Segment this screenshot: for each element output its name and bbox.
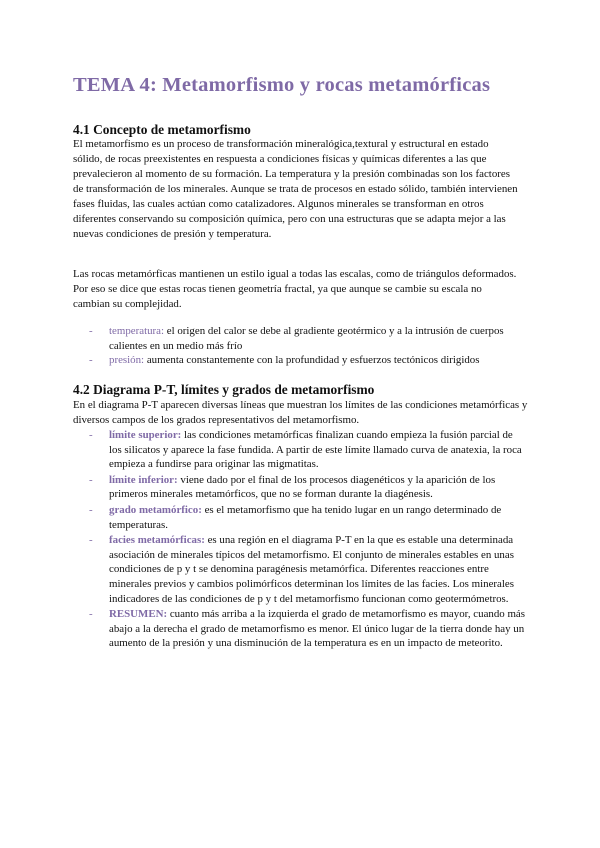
paragraph-geometria-fractal: Las rocas metamórficas mantienen un estilo igual a todas las escalas, como de triángulos deformados. Por eso se dice que estas rocas tienen geometría fractal, ya que aunque se cambie su escala no cambian su complejidad.: [73, 268, 517, 310]
paragraph-metamorfismo-definicion: El metamorfismo es un proceso de transformación mineralógica,textural y estructural en estado sólido, de rocas preexistentes en respuesta a condiciones físicas y químicas diferentes a las que prevalecieron al momento de su formación. La temperatura y la presión combinadas son los factores de transformación de los minerales. Aunque se trata de procesos en estado sólido, también intervienen fases fluidas, las cuales actúan como catalizadores. Algunos minerales se transforman en otros diferentes conservando su composición química, pero con una estructuras que se adapta mejor a las nuevas condiciones de presión y temperatura.: [73, 138, 518, 240]
list-bullet: -: [89, 608, 93, 621]
list-item-limite-superior: [73, 428, 528, 472]
list-bullet: -: [89, 473, 93, 486]
document-title: TEMA 4: Metamorfismo y rocas metamórficas: [73, 74, 491, 96]
list-bullet: -: [89, 429, 93, 441]
definition-facies-metamorficas: es una región en el diagrama P-T en la que es estable una determinada asociación de minerales típicos del metamorfismo. El conjunto de minerales estables en unas condiciones de p y t se denomina paragénesis metamórfica. Diferentes reacciones entre minerales previos y cambios polimórficos determinan los límites de las facies. Los minerales indicadores de las condiciones de p y t del metamorfismo funcionan como geotermómetros.: [109, 534, 514, 605]
term-grado-metamorfico: grado metamórfico:: [109, 503, 202, 516]
definition-limite-superior: las condiciones metamórficas finalizan cuando empieza la fusión parcial de los silicatos y aparece la fase fundida. A partir de este límite llamado curva de anatexia, la roca empieza a fundirse para originar las migmatitas.: [109, 429, 522, 471]
limits-list: [73, 428, 528, 652]
definition-grado-metamorfico: es el metamorfismo que ha tenido lugar en un rango determinado de temperaturas.: [109, 503, 502, 531]
list-item-limite-inferior: [73, 473, 528, 502]
list-item-temperatura: [73, 324, 528, 353]
term-presion: presión:: [109, 354, 145, 367]
term-facies-metamorficas: facies metamórficas:: [109, 534, 205, 547]
section-heading-diagrama-pt: 4.2 Diagrama P-T, límites y grados de metamorfismo: [73, 382, 375, 397]
term-limite-superior: límite superior:: [109, 429, 182, 441]
list-item-grado-metamorfico: [73, 503, 528, 532]
list-bullet: -: [89, 503, 93, 516]
list-item-presion: [73, 353, 528, 368]
term-resumen: RESUMEN:: [109, 608, 168, 621]
definition-resumen: cuanto más arriba a la izquierda el grado de metamorfismo es mayor, cuando más abajo a la derecha el grado de metamorfismo es menor. El único lugar de la tierra donde hay un aumento de la presión y una disminución de la temperatura es en un impacto de meteorito.: [109, 608, 526, 650]
list-item-facies-metamorficas: [73, 533, 528, 606]
section-heading-concepto: 4.1 Concepto de metamorfismo: [73, 122, 251, 137]
list-bullet: -: [89, 325, 93, 337]
term-limite-inferior: límite inferior:: [109, 473, 178, 486]
list-bullet: -: [89, 354, 93, 367]
paragraph-diagrama-pt-intro: En el diagrama P-T aparecen diversas líneas que muestran los límites de las condiciones metamórficas y diversos campos de los grados representativos del metamorfismo.: [73, 399, 528, 426]
term-temperatura: temperatura:: [109, 325, 165, 337]
list-bullet: -: [89, 534, 93, 547]
definition-presion: aumenta constantemente con la profundidad y esfuerzos tectónicos dirigidos: [144, 354, 480, 367]
definition-limite-inferior: viene dado por el final de los procesos diagenéticos y la aparición de los primeros minerales metamórficos, que no se forman durante la diagénesis.: [109, 473, 496, 501]
factors-list: [73, 324, 528, 368]
definition-temperatura: el origen del calor se debe al gradiente geotérmico y a la intrusión de cuerpos calientes en un medio más frío: [109, 325, 504, 352]
list-item-resumen: [73, 607, 528, 651]
